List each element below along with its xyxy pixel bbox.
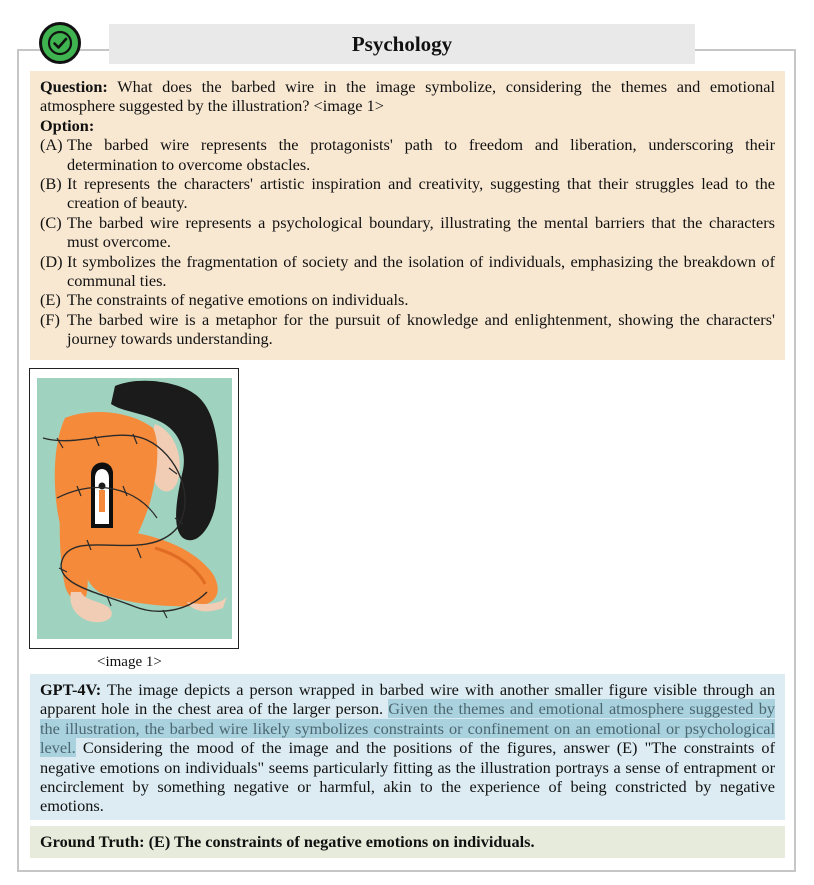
option-e — [40, 290, 775, 309]
option-text: The barbed wire represents the protagonists' path to freedom and liberation, underscoring their determination to overcome obstacles. — [67, 135, 775, 174]
question-text — [40, 77, 775, 116]
option-letter: (B) — [40, 174, 62, 194]
illustration-frame — [29, 368, 239, 649]
option-f — [40, 310, 775, 349]
options-label: Option: — [40, 115, 95, 135]
option-letter: (A) — [40, 135, 63, 155]
answer-text-before: The image depicts a person wrapped in barbed wire with another smaller figure visible through an apparent hole in the chest area of the larger person. — [40, 680, 775, 719]
option-a — [40, 135, 775, 174]
illustration-image — [37, 378, 232, 639]
question-label: Question: — [40, 77, 108, 96]
option-text: The barbed wire is a metaphor for the pursuit of knowledge and enlightenment, showing the characters' journey towards understanding. — [67, 309, 775, 349]
page-title: Psychology — [351, 31, 453, 56]
answer-text-after: Considering the mood of the image and the positions of the figures, answer (E) "The constraints of negative emotions on individuals" seems particularly fitting as the illustration portrays a sense of entrapment or encirclement by something negative or harmful, akin to the experience of being constricted by negative emotions. — [40, 738, 775, 816]
option-letter: (E) — [40, 290, 61, 310]
answer-panel — [30, 674, 785, 820]
question-body: What does the barbed wire in the image symbolize, considering the themes and emotional atmosphere suggested by the illustration? <image 1> — [40, 77, 775, 116]
option-c — [40, 213, 775, 252]
question-panel — [30, 71, 785, 360]
answer-highlight: Given the themes and emotional atmosphere suggested by the illustration, the barbed wire likely symbolizes constraints or confinement on an emotional or psychological level. — [40, 699, 775, 758]
image-caption: <image 1> — [97, 654, 162, 670]
option-letter: (C) — [40, 212, 62, 232]
option-letter: (D) — [40, 251, 63, 271]
option-letter: (F) — [40, 309, 60, 329]
title-bar — [109, 24, 695, 64]
option-d — [40, 252, 775, 291]
option-text: It symbolizes the fragmentation of society and the isolation of individuals, emphasizing the breakdown of communal ties. — [67, 251, 775, 291]
answer-label: GPT-4V: — [40, 680, 102, 699]
option-text: The constraints of negative emotions on individuals. — [67, 290, 409, 310]
ground-truth-text: Ground Truth: (E) The constraints of negative emotions on individuals. — [40, 832, 535, 851]
option-text: The barbed wire represents a psychological boundary, illustrating the mental barriers that the characters must overcome. — [67, 212, 775, 252]
ground-truth-panel — [30, 826, 785, 858]
option-text: It represents the characters' artistic inspiration and creativity, suggesting that their struggles lead to the creation of beauty. — [67, 174, 775, 213]
option-b — [40, 174, 775, 213]
check-circle-icon — [39, 22, 81, 64]
